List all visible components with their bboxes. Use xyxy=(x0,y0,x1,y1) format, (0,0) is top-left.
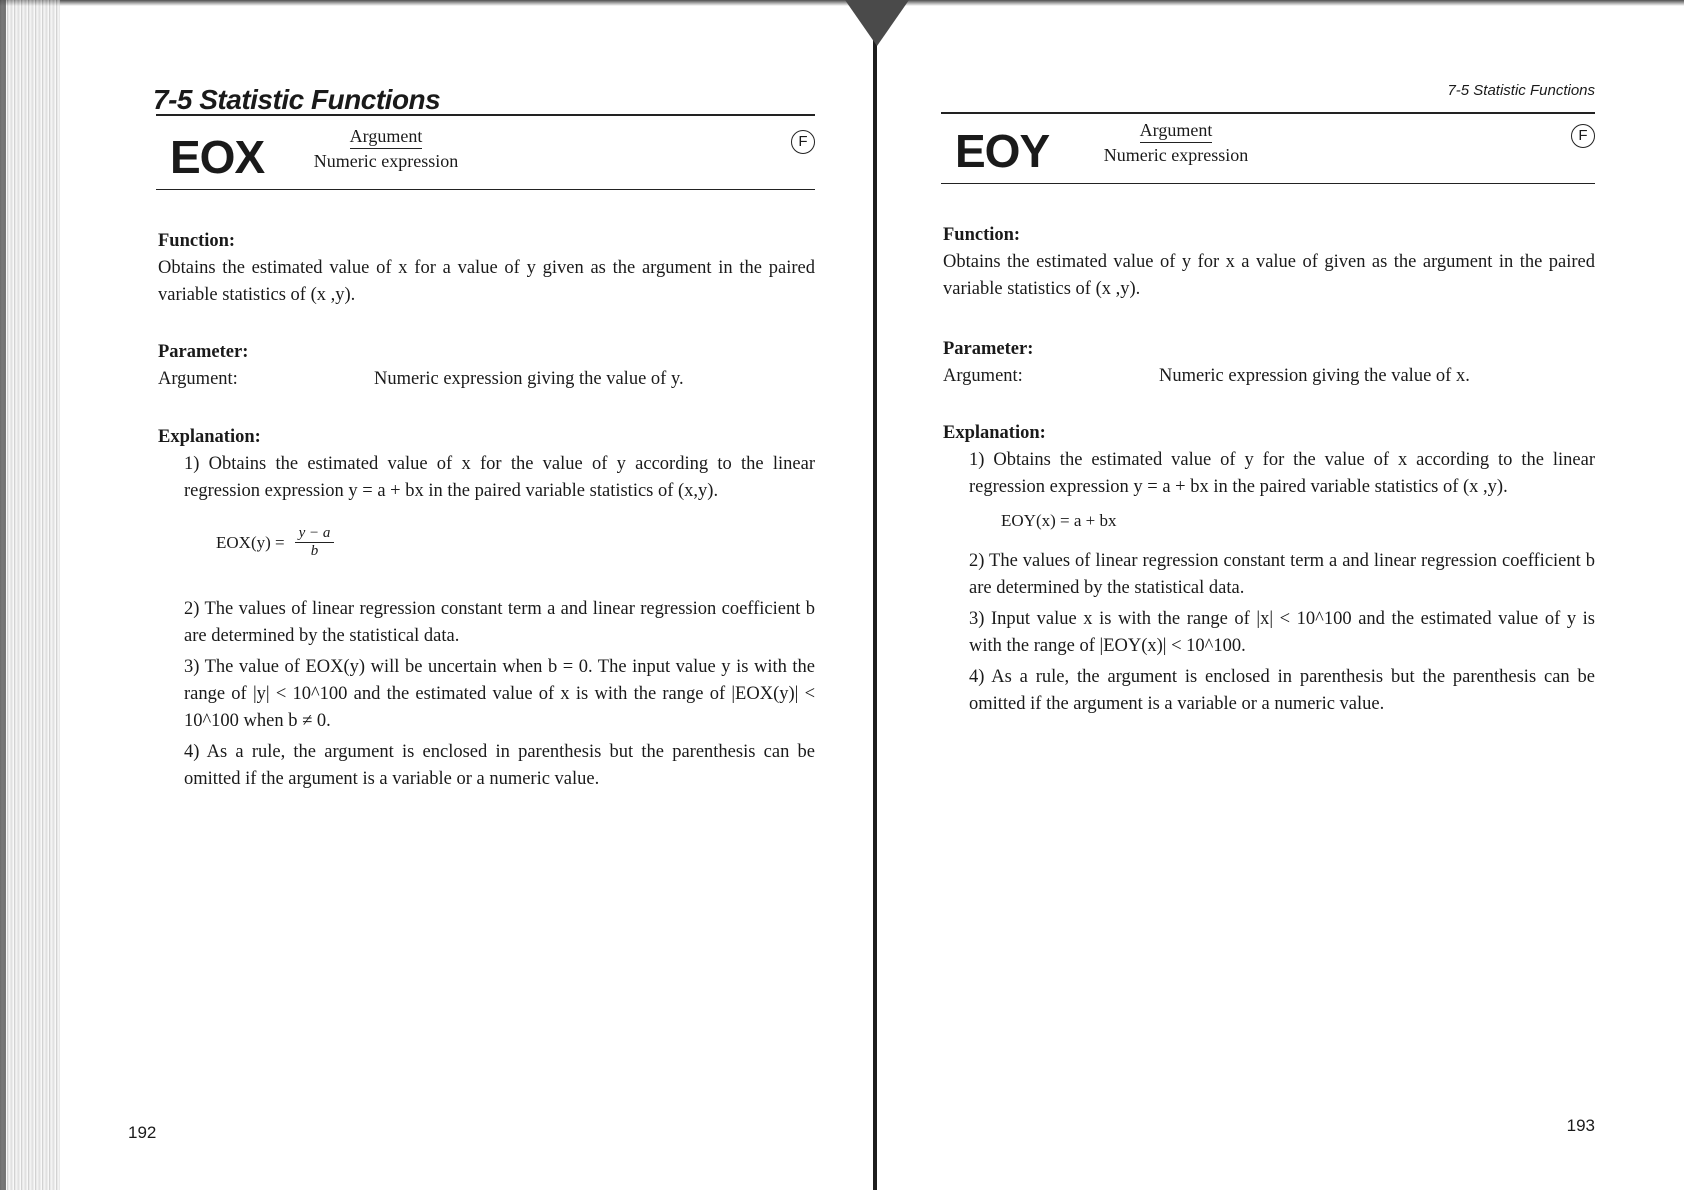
parameter-label: Argument: xyxy=(158,369,238,389)
explanation-list-continued xyxy=(943,548,1595,718)
argument-label: Argument xyxy=(350,126,423,149)
explanation-list xyxy=(158,451,815,505)
argument-label: Argument xyxy=(1140,120,1213,143)
eoy-formula: EOY(x) = a + bx xyxy=(1001,511,1117,530)
explanation-heading: Explanation: xyxy=(943,423,1046,443)
parameter-heading: Parameter: xyxy=(943,339,1034,359)
explanation-item: 2) The values of linear regression constant term a and linear regression coefficient b are determined by the statistical data. xyxy=(184,599,815,646)
argument-header xyxy=(301,126,471,172)
eox-formula xyxy=(216,525,815,560)
explanation-item: 3) The value of EOX(y) will be uncertain when b = 0. The input value y is with the range of |y| < 10^100 and the estimated value of x is with the range of |EOX(y)| < 10^100 when b ≠ 0. xyxy=(184,657,815,731)
header-top-rule xyxy=(156,114,815,116)
formula-lhs: EOX(y) = xyxy=(216,533,285,552)
explanation-heading: Explanation: xyxy=(158,427,261,447)
explanation-list-continued xyxy=(158,596,815,793)
function-text: Obtains the estimated value of y for x a value of given as the argument in the paired variable statistics of (x ,y). xyxy=(943,252,1595,299)
parameter-value: Numeric expression giving the value of x. xyxy=(1159,366,1470,386)
running-head: 7-5 Statistic Functions xyxy=(1447,82,1595,99)
command-header xyxy=(941,118,1595,188)
book-binding-dark-edge xyxy=(0,0,6,1190)
argument-type: Numeric expression xyxy=(313,151,459,171)
command-name: EOX xyxy=(170,131,265,183)
explanation-item: 2) The values of linear regression constant term a and linear regression coefficient b are determined by the statistical data. xyxy=(969,551,1595,598)
argument-type: Numeric expression xyxy=(1103,145,1249,165)
formula-fraction xyxy=(295,525,335,560)
explanation-item: 4) As a rule, the argument is enclosed in parenthesis but the parenthesis can be omitted if the argument is a variable or a numeric value. xyxy=(184,742,815,789)
function-heading: Function: xyxy=(943,225,1021,245)
parameter-heading: Parameter: xyxy=(158,342,249,362)
page-gutter xyxy=(873,0,877,1190)
header-bottom-rule xyxy=(156,189,815,190)
header-bottom-rule xyxy=(941,183,1595,184)
explanation-item: 4) As a rule, the argument is enclosed in parenthesis but the parenthesis can be omitted if the argument is a variable or a numeric value. xyxy=(969,667,1595,714)
explanation-item: 1) Obtains the estimated value of x for the value of y according to the linear regression expression y = a + bx in the paired variable statistics of (x,y). xyxy=(184,454,815,501)
book-binding-edge xyxy=(0,0,60,1190)
explanation-item: 3) Input value x is with the range of |x| < 10^100 and the estimated value of y is with the range of |EOY(x)| < 10^100. xyxy=(969,609,1595,656)
explanation-item: 1) Obtains the estimated value of y for the value of x according to the linear regression expression y = a + bx in the paired variable statistics of (x ,y). xyxy=(969,450,1595,497)
parameter-section xyxy=(158,339,815,393)
function-section xyxy=(158,228,815,309)
left-page xyxy=(128,0,815,1190)
gutter-shadow xyxy=(845,0,909,46)
parameter-value: Numeric expression giving the value of y. xyxy=(374,369,684,389)
parameter-row xyxy=(943,363,1595,390)
function-section xyxy=(943,222,1595,303)
section-title: 7-5 Statistic Functions xyxy=(153,84,441,115)
function-heading: Function: xyxy=(158,231,236,251)
argument-header xyxy=(1091,120,1261,166)
function-text: Obtains the estimated value of x for a value of y given as the argument in the paired variable statistics of (x ,y). xyxy=(158,258,815,305)
right-page xyxy=(935,0,1595,1190)
explanation-section xyxy=(158,424,815,797)
formula-denominator: b xyxy=(310,543,319,559)
header-top-rule xyxy=(941,112,1595,114)
formula-numerator: y − a xyxy=(295,525,335,543)
explanation-list xyxy=(943,447,1595,501)
command-name: EOY xyxy=(955,125,1050,177)
function-badge: F xyxy=(1571,124,1595,148)
page-number: 192 xyxy=(128,1123,157,1142)
explanation-section xyxy=(943,420,1595,722)
parameter-section xyxy=(943,336,1595,390)
function-badge: F xyxy=(791,130,815,154)
page-number: 193 xyxy=(1566,1116,1595,1135)
command-header xyxy=(156,124,815,194)
parameter-label: Argument: xyxy=(943,366,1023,386)
parameter-row xyxy=(158,366,815,393)
